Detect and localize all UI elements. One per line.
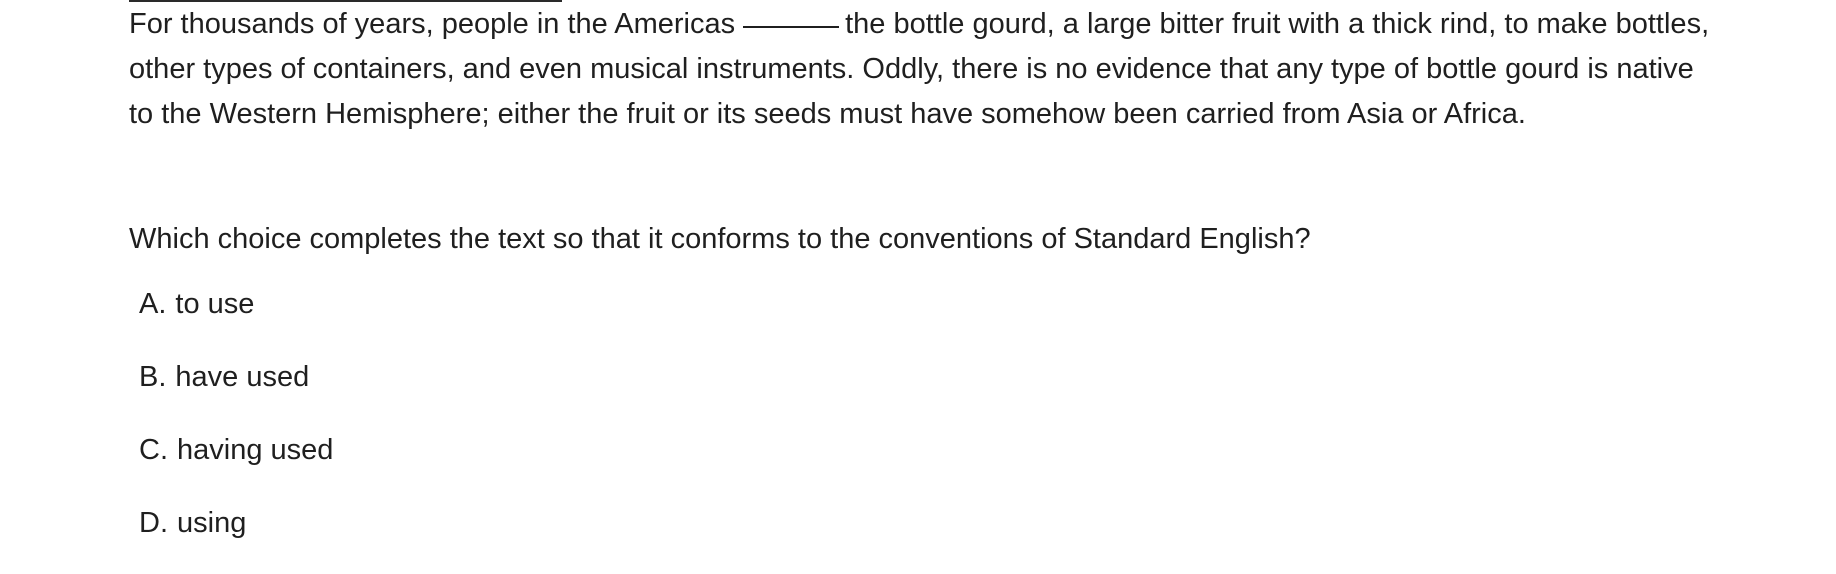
- choice-text: using: [177, 507, 247, 539]
- passage-before-blank: For thousands of years, people in the Americas: [129, 8, 736, 40]
- choice-letter: D .: [139, 507, 168, 539]
- choice-letter: C .: [139, 434, 168, 466]
- choice-letter: A .: [139, 288, 166, 320]
- choice-b[interactable]: [139, 355, 333, 428]
- choice-text: have used: [175, 361, 310, 393]
- choice-text: having used: [177, 434, 334, 466]
- choice-letter: B .: [139, 361, 166, 393]
- passage-after-blank: the bottle gourd, a large bitter fruit with a thick rind, to make bottles, other types of containers, and even musical instruments. Oddly, there is no evidence that any type of bottle gourd is native to the Western Hemisphere; either the fruit or its seeds must have somehow been carried from Asia or Africa.: [129, 8, 1710, 130]
- answer-blank: [743, 26, 839, 28]
- choice-c[interactable]: [139, 428, 333, 501]
- choice-a[interactable]: [139, 282, 333, 355]
- choice-text: to use: [175, 288, 255, 320]
- question-prompt: Which choice completes the text so that it conforms to the conventions of Standard English?: [129, 223, 1311, 255]
- answer-choices: [139, 282, 333, 574]
- choice-d[interactable]: [139, 501, 333, 574]
- passage-text: [129, 2, 1719, 137]
